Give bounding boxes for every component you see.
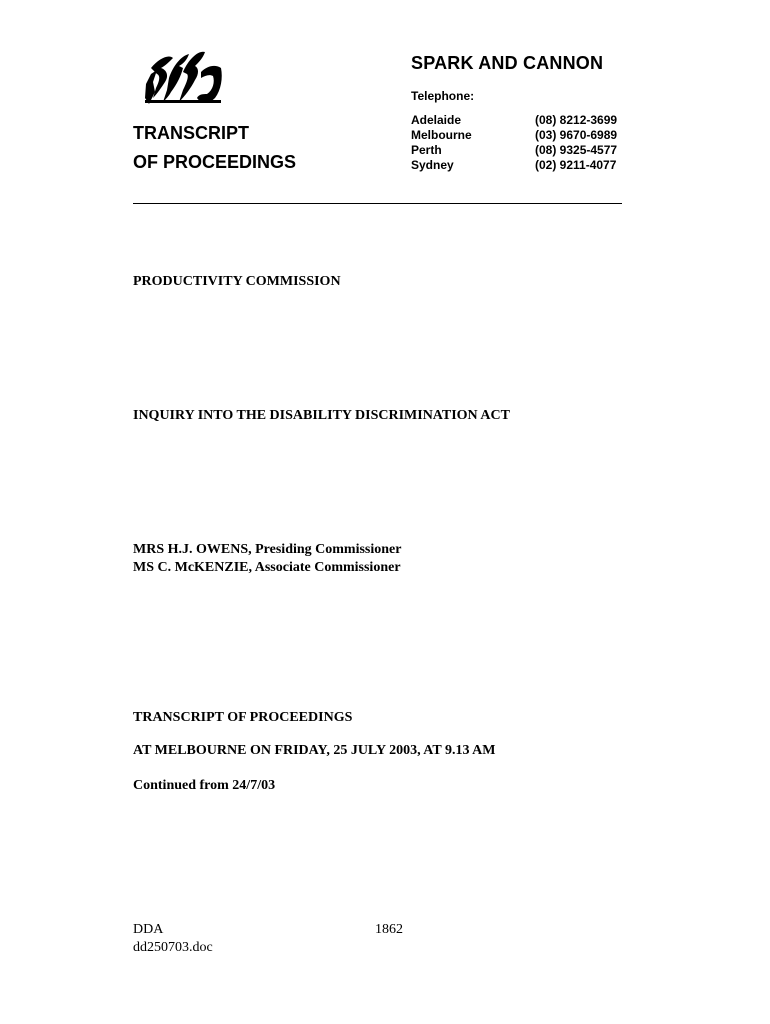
location-and-time: AT MELBOURNE ON FRIDAY, 25 JULY 2003, AT 9.13 AM <box>133 743 496 758</box>
section-title: TRANSCRIPT OF PROCEEDINGS <box>133 710 353 725</box>
office-row-perth <box>411 143 626 158</box>
header-divider <box>133 203 622 204</box>
spark-and-cannon-logo-icon <box>143 48 225 106</box>
organisation-heading: PRODUCTIVITY COMMISSION <box>133 274 341 289</box>
office-phone: (08) 8212-3699 <box>535 113 618 127</box>
footer-doc-code: DDA <box>133 922 164 937</box>
continued-from: Continued from 24/7/03 <box>133 778 276 793</box>
document-title-line2: OF PROCEEDINGS <box>133 152 297 172</box>
associate-commissioner: MS C. McKENZIE, Associate Commissioner <box>133 560 401 575</box>
office-city: Melbourne <box>411 128 472 142</box>
office-city: Sydney <box>411 158 454 172</box>
office-phone: (08) 9325-4577 <box>535 143 618 157</box>
office-phone: (03) 9670-6989 <box>535 128 618 142</box>
footer-filename: dd250703.doc <box>133 940 213 955</box>
office-phone-list <box>411 113 626 173</box>
office-row-melbourne <box>411 128 626 143</box>
inquiry-heading: INQUIRY INTO THE DISABILITY DISCRIMINATION ACT <box>133 408 510 423</box>
telephone-label: Telephone: <box>411 89 475 103</box>
office-row-sydney <box>411 158 626 173</box>
presiding-commissioner: MRS H.J. OWENS, Presiding Commissioner <box>133 542 402 557</box>
office-row-adelaide <box>411 113 626 128</box>
office-city: Adelaide <box>411 113 462 127</box>
office-phone: (02) 9211-4077 <box>535 158 617 172</box>
document-title-line1: TRANSCRIPT <box>133 123 249 143</box>
office-city: Perth <box>411 143 442 157</box>
company-name: SPARK AND CANNON <box>411 53 604 73</box>
page-number: 1862 <box>375 922 403 937</box>
